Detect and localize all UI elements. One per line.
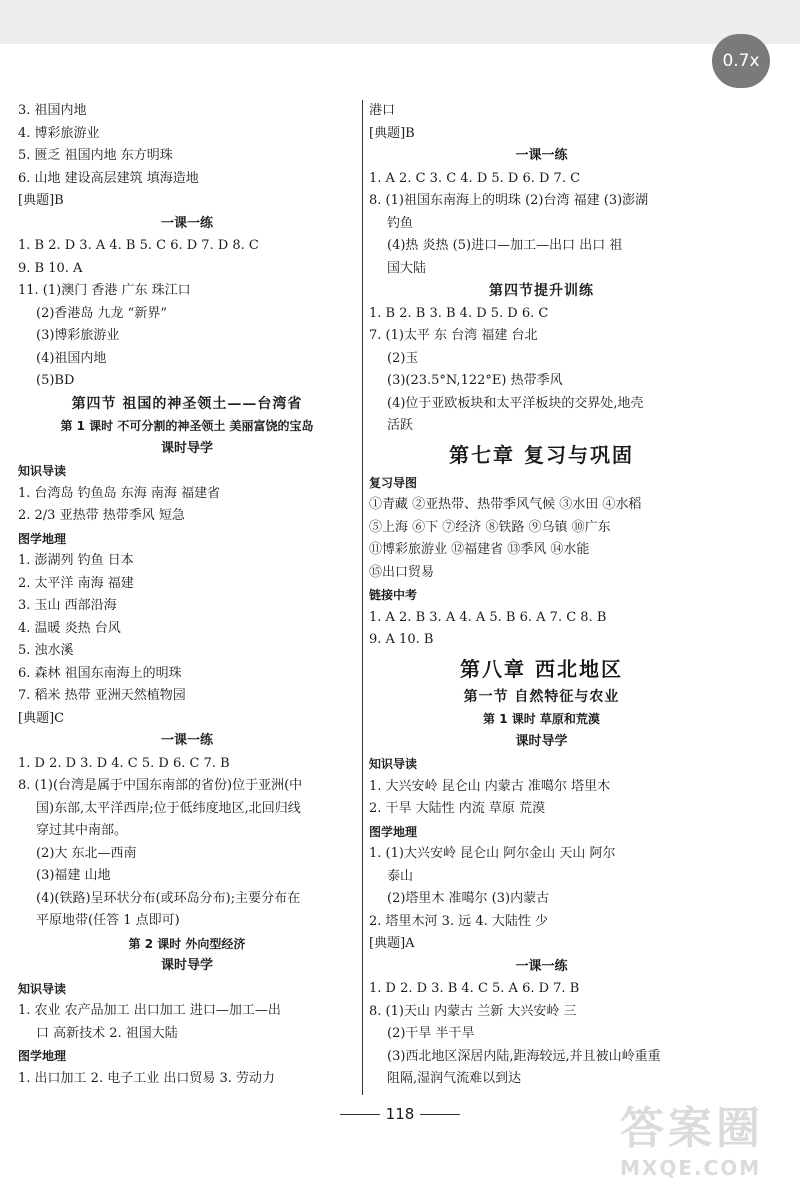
answer-line: [典题]C	[18, 710, 65, 726]
lesson-heading: 第 1 课时 草原和荒漠	[483, 712, 600, 726]
answer-line: 阻隔,湿润气流难以到达	[387, 1071, 522, 1086]
answer-line: 1. 农业 农产品加工 出口加工 进口—加工—出	[18, 1003, 281, 1018]
answer-line: 4. 温暖 炎热 台风	[18, 620, 121, 636]
subsection-heading: 一课一练	[515, 958, 568, 974]
answer-line: 7. (1)太平 东 台湾 福建 台北	[369, 328, 538, 343]
answer-line: 4. 博彩旅游业	[18, 125, 100, 141]
watermark-url: MXQE.COM	[620, 1156, 762, 1180]
answer-line: [典题]B	[369, 125, 415, 141]
answer-line: 泰山	[387, 868, 414, 884]
section-heading: 第四节提升训练	[489, 283, 594, 299]
answer-line: 1. 澎湖列 钓鱼 日本	[18, 553, 134, 568]
top-bar	[0, 0, 800, 44]
answer-line: 5. 匮乏 祖国内地 东方明珠	[18, 148, 173, 163]
answer-line: (3)博彩旅游业	[36, 328, 120, 343]
answer-line: 国)东部,太平洋西岸;位于低纬度地区,北回归线	[36, 800, 301, 816]
lesson-heading: 第 1 课时 不可分割的神圣领土 美丽富饶的宝岛	[60, 419, 314, 433]
category-label: 复习导图	[369, 475, 418, 490]
dash-right	[420, 1114, 460, 1115]
answer-line: 平原地带(任答 1 点即可)	[36, 913, 180, 928]
answer-line: 口 高新技术 2. 祖国大陆	[36, 1025, 178, 1041]
watermark-logo	[620, 1092, 790, 1182]
category-label: 链接中考	[369, 588, 418, 602]
subsection-heading: 一课一练	[515, 148, 568, 163]
answer-line: (2)塔里木 准噶尔 (3)内蒙古	[387, 891, 550, 906]
answer-line: [典题]B	[18, 193, 64, 208]
answer-line: 2. 塔里木河 3. 远 4. 大陆性 少	[369, 913, 549, 929]
subsection-heading: 一课一练	[160, 733, 213, 748]
answer-line: 国大陆	[387, 260, 427, 276]
subsection-heading: 课时导学	[160, 440, 213, 456]
category-label: 图学地理	[18, 531, 67, 546]
page-number-text: 118	[385, 1105, 415, 1123]
answer-line: 钓鱼	[387, 215, 414, 231]
column-divider	[362, 100, 363, 1095]
answer-line: [典题]A	[369, 936, 415, 951]
answer-line: 1. A 2. B 3. A 4. A 5. B 6. A 7. C 8. B	[369, 609, 607, 625]
answer-line: 穿过其中南部。	[36, 823, 128, 838]
answer-line: 8. (1)天山 内蒙古 兰新 大兴安岭 三	[369, 1003, 577, 1019]
answer-line: (4)祖国内地	[36, 350, 107, 366]
answer-line: 7. 稻米 热带 亚洲天然植物园	[18, 688, 186, 703]
answer-line: (2)玉	[387, 350, 419, 366]
answer-line: 1. D 2. D 3. D 4. C 5. D 6. C 7. B	[18, 755, 230, 771]
left-answer-column	[18, 100, 356, 1090]
answer-line: (3)西北地区深居内陆,距海较远,并且被山岭重重	[387, 1048, 661, 1064]
answer-line: 1. B 2. B 3. B 4. D 5. D 6. C	[369, 305, 549, 321]
answer-line: 8. (1)(台湾是属于中国东南部的省份)位于亚洲(中	[18, 778, 303, 793]
answer-line: 1. A 2. C 3. C 4. D 5. D 6. D 7. C	[369, 170, 581, 186]
playback-speed-button[interactable]: 0.7x	[712, 34, 770, 88]
section-heading: 第一节 自然特征与农业	[463, 688, 620, 705]
answer-line: (4)位于亚欧板块和太平洋板块的交界处,地壳	[387, 395, 644, 411]
answer-line: 2. 太平洋 南海 福建	[18, 575, 134, 591]
chapter-heading: 第七章 复习与巩固	[449, 442, 634, 467]
answer-line: 8. (1)祖国东南海上的明珠 (2)台湾 福建 (3)澎湖	[369, 193, 649, 208]
answer-line: (5)BD	[36, 373, 75, 388]
answer-line: (3)福建 山地	[36, 868, 111, 883]
category-label: 知识导读	[18, 981, 67, 996]
answer-line: (2)干旱 半干旱	[387, 1026, 475, 1041]
category-label: 图学地理	[369, 824, 418, 839]
answer-line: 9. A 10. B	[369, 632, 434, 647]
answer-line: 1. 大兴安岭 昆仑山 内蒙古 准噶尔 塔里木	[369, 778, 611, 794]
answer-line: ⑮出口贸易	[369, 564, 435, 580]
answer-line: 1. B 2. D 3. A 4. B 5. C 6. D 7. D 8. C	[18, 238, 259, 253]
category-label: 知识导读	[369, 757, 418, 771]
dash-left	[340, 1114, 380, 1115]
answer-line: 1. D 2. D 3. B 4. C 5. A 6. D 7. B	[369, 981, 580, 996]
answer-line: 3. 祖国内地	[18, 103, 87, 118]
answer-line: 活跃	[387, 418, 414, 433]
right-answer-column	[369, 100, 714, 1091]
answer-line: 1. 出口加工 2. 电子工业 出口贸易 3. 劳动力	[18, 1070, 276, 1086]
answer-line: ①青藏 ②亚热带、热带季风气候 ③水田 ④水稻	[369, 497, 642, 512]
lesson-heading: 第 2 课时 外向型经济	[128, 936, 246, 951]
answer-line: (3)(23.5°N,122°E) 热带季风	[387, 373, 563, 388]
answer-line: (2)香港岛 九龙 “新界”	[36, 305, 167, 321]
answer-line: (4)(铁路)呈环状分布(或环岛分布);主要分布在	[36, 890, 301, 906]
answer-line: 11. (1)澳门 香港 广东 珠江口	[18, 283, 191, 298]
answer-line: 1. (1)大兴安岭 昆仑山 阿尔金山 天山 阿尔	[369, 846, 616, 861]
answer-line: 1. 台湾岛 钓鱼岛 东海 南海 福建省	[18, 485, 221, 501]
answer-line: 5. 浊水溪	[18, 643, 74, 658]
category-label: 知识导读	[18, 464, 67, 478]
answer-line: ⑪博彩旅游业 ⑫福建省 ⑬季风 ⑭水能	[369, 542, 590, 557]
answer-line: 港口	[369, 103, 396, 118]
answer-line: (4)热 炎热 (5)进口—加工—出口 出口 祖	[387, 238, 623, 253]
subsection-heading: 课时导学	[515, 733, 568, 749]
chapter-heading: 第八章 西北地区	[460, 656, 623, 681]
answer-line: 9. B 10. A	[18, 260, 83, 276]
answer-line: 6. 山地 建设高层建筑 填海造地	[18, 170, 199, 186]
watermark-title: 答案圈	[620, 1103, 764, 1154]
subsection-heading: 一课一练	[160, 215, 213, 231]
category-label: 图学地理	[18, 1049, 67, 1063]
answer-line: 6. 森林 祖国东南海上的明珠	[18, 665, 182, 681]
answer-line: 3. 玉山 西部沿海	[18, 598, 117, 613]
answer-line: 2. 干旱 大陆性 内流 草原 荒漠	[369, 801, 546, 816]
answer-line: 2. 2/3 亚热带 热带季风 短急	[18, 508, 185, 523]
answer-line: (2)大 东北—西南	[36, 845, 137, 861]
section-heading: 第四节 祖国的神圣领土——台湾省	[71, 395, 303, 412]
subsection-heading: 课时导学	[160, 958, 213, 973]
answer-line: ⑤上海 ⑥下 ⑦经济 ⑧铁路 ⑨乌镇 ⑩广东	[369, 519, 611, 535]
